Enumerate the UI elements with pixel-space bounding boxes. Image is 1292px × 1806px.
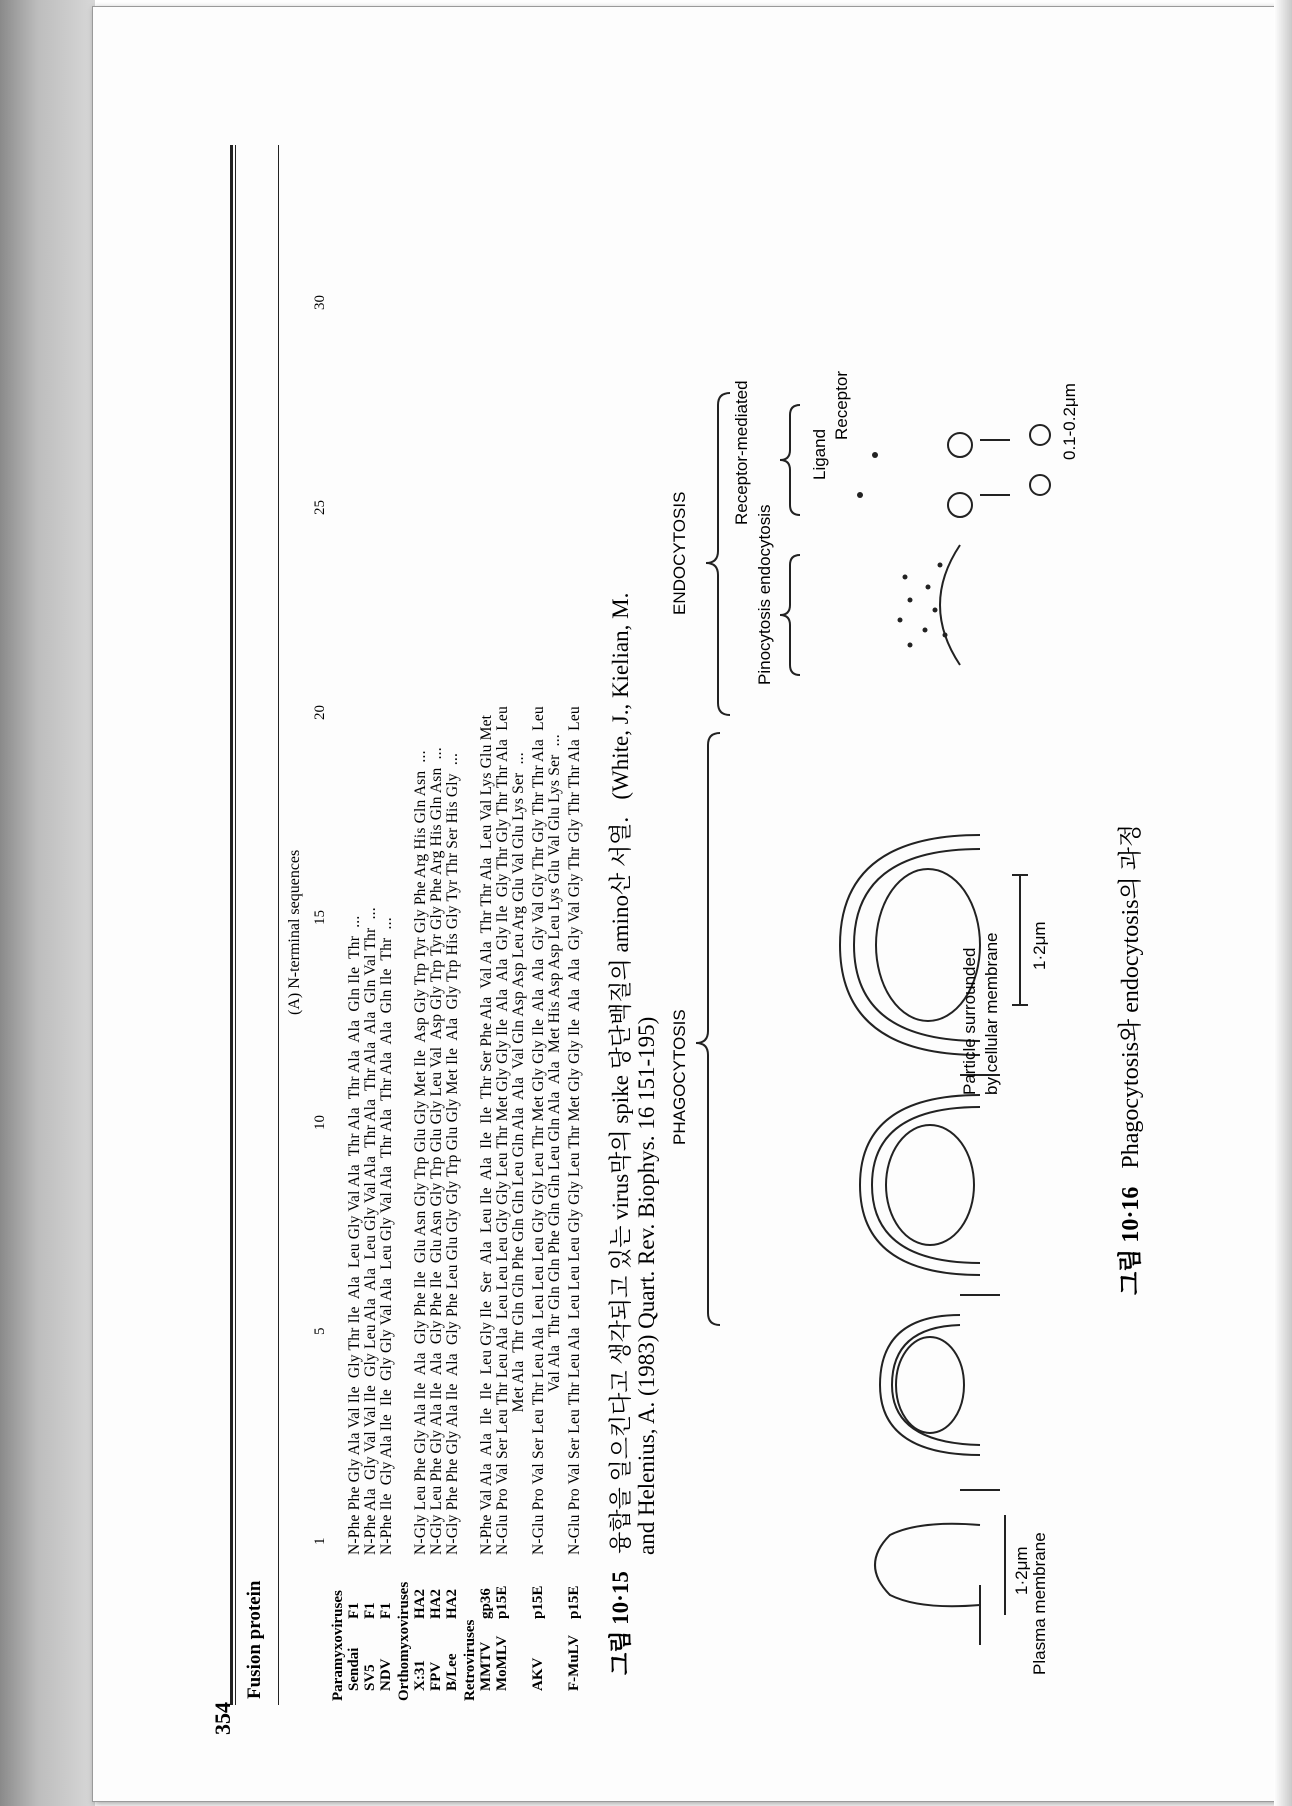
caption-text: 융합을 일으킨다고 생각되고 있는 virus막의 spike 당단백질의 amino산 서열. bbox=[608, 816, 633, 1554]
receptor-label: Receptor bbox=[832, 371, 851, 440]
virus-name: B/Lee bbox=[444, 1653, 460, 1691]
endocytosis-label: ENDOCYTOSIS bbox=[670, 491, 689, 615]
diagram-svg bbox=[660, 105, 1100, 1705]
group-label: Paramyxoviruses bbox=[330, 1590, 346, 1701]
book-spine bbox=[0, 0, 95, 1806]
pinocytosis-membrane bbox=[940, 545, 960, 665]
sequence-row: N-Phe Val Ala Ala Ile Ile Leu Gly Ile Ser Ala Leu Ile Ala Ile Ile Thr Ser Phe Ala Val Ala Thr Thr Ala Leu Val Lys Glu Met bbox=[478, 714, 495, 1555]
virus-name: X:31 bbox=[412, 1660, 428, 1691]
size-label-left: 1·2μm bbox=[1012, 1546, 1031, 1595]
virus-name: SV5 bbox=[362, 1664, 378, 1691]
invagination-1-inner bbox=[892, 1325, 980, 1445]
rotated-page-content bbox=[210, 105, 1190, 1735]
sequence-row: N-Gly Phe Phe Gly Ala Ile Ala Gly Phe Leu Glu Gly Gly Trp Glu Gly Met Ile Ala Gly Trp His Gly Tyr Thr Ser His Gly ... bbox=[444, 752, 461, 1555]
caption-label: 그림 10·16 bbox=[1118, 1186, 1144, 1295]
page-edge bbox=[1274, 0, 1292, 1806]
invagination-2 bbox=[860, 1095, 980, 1275]
protein-name: p15E bbox=[530, 1585, 546, 1619]
virus-name: AKV bbox=[530, 1657, 546, 1691]
sequence-row: Val Ala Thr Gln Gln Phe Gln Gln Leu Gln Ala Ala Met His Asp Asp Leu Lys Glu Val Glu Lys Ser ... bbox=[546, 734, 563, 1555]
group-label: Orthomyxoviruses bbox=[396, 1581, 412, 1701]
plasma-membrane-label: Plasma membrane bbox=[1030, 1532, 1049, 1675]
column-number: 20 bbox=[312, 705, 328, 720]
protein-name: HA2 bbox=[412, 1589, 428, 1619]
figure-caption-1016 bbox=[1110, 824, 1145, 1295]
table-header-rule bbox=[278, 145, 279, 1705]
protein-name: HA2 bbox=[444, 1589, 460, 1619]
column-number: 30 bbox=[312, 295, 328, 310]
column-number: 15 bbox=[312, 910, 328, 925]
virus-name: NDV bbox=[378, 1658, 394, 1691]
table-subtitle: (A) N-terminal sequences bbox=[286, 849, 303, 1015]
sequence-row: N-Phe Ala Gly Val Val Ile Gly Leu Ala Ala Leu Gly Val Ala Thr Ala Thr Ala Ala Gln Val Thr ... bbox=[362, 907, 379, 1555]
virus-name: Sendai bbox=[346, 1647, 362, 1691]
sequence-row: Met Ala Thr Gln Gln Phe Gln Gln Leu Gln Ala Ala Val Gln Asp Asp Leu Arg Glu Val Glu Lys Ser ... bbox=[510, 752, 527, 1555]
sequence-row: N-Glu Pro Val Ser Leu Thr Leu Ala Leu Leu Leu Gly Gly Leu Thr Met Gly Gly Ile Ala Ala Gly Val Gly Thr Gly Thr Thr Ala Leu bbox=[566, 706, 583, 1555]
size-label-small: 0.1-0.2μm bbox=[1060, 383, 1079, 460]
caption-label: 그림 10·15 bbox=[608, 1571, 633, 1675]
protein-name: HA2 bbox=[428, 1589, 444, 1619]
caption-text: Phagocytosis와 endocytosis의 과정 bbox=[1118, 823, 1144, 1169]
table-title: Fusion protein bbox=[244, 1580, 265, 1699]
particle-label-1: Particle surrounded bbox=[960, 947, 979, 1095]
virus-name: F-MuLV bbox=[566, 1634, 582, 1691]
caption-citation: (White, J., Kielian, M. bbox=[608, 592, 633, 800]
phagocytosis-bracket bbox=[696, 733, 720, 1325]
sequence-row: N-Gly Leu Phe Gly Ala Ile Ala Gly Phe Ile Glu Asn Gly Trp Glu Gly Met Ile Asp Gly Trp Tyr Gly Phe Arg His Gln Asn ... bbox=[412, 750, 429, 1555]
phagocytosis-endocytosis-diagram bbox=[660, 105, 1100, 1705]
virus-name: FPV bbox=[428, 1661, 444, 1691]
pinocytosis-bracket bbox=[780, 555, 800, 675]
page-number: 354 bbox=[210, 1702, 235, 1735]
sequence-row: N-Phe Phe Gly Ala Val Ile Gly Thr Ile Ala Leu Gly Val Ala Thr Ala Thr Ala Ala Gln Ile Thr ... bbox=[346, 915, 363, 1555]
particle-outline bbox=[875, 1524, 980, 1607]
endocytosis-bracket bbox=[706, 393, 730, 715]
engulfed-particle-2 bbox=[886, 1125, 974, 1245]
sequence-row: N-Glu Pro Val Ser Leu Thr Leu Ala Leu Leu Leu Gly Gly Leu Thr Met Gly Gly Ile Ala Ala Gly Ile Gly Thr Gly Thr Thr Ala Leu bbox=[494, 706, 511, 1555]
figure-caption-1015 bbox=[602, 593, 635, 1675]
coated-vesicle bbox=[1030, 425, 1050, 445]
invagination-2-inner bbox=[872, 1107, 980, 1263]
ligand-label: Ligand bbox=[810, 428, 829, 480]
column-number: 25 bbox=[312, 500, 328, 515]
particle-label-2: by cellular membrane bbox=[982, 932, 1001, 1095]
group-label: Retroviruses bbox=[462, 1619, 478, 1701]
receptor-mediated-label: Receptor-mediated bbox=[732, 380, 751, 525]
vacuole-outer bbox=[840, 835, 980, 1055]
protein-name: p15E bbox=[566, 1585, 582, 1619]
vesicle bbox=[948, 493, 972, 517]
protein-name: F1 bbox=[378, 1602, 394, 1619]
sequence-row: N-Glu Pro Val Ser Leu Thr Leu Ala Leu Leu Leu Gly Gly Leu Thr Met Gly Gly Ile Ala Ala Gly Val Gly Thr Gly Thr Thr Ala Leu bbox=[530, 706, 547, 1555]
vesicle bbox=[948, 433, 972, 457]
sequence-row: N-Phe Ile Gly Ala Ile Ile Gly Gly Val Ala Leu Gly Val Ala Thr Ala Thr Ala Ala Gln Ile Thr ... bbox=[378, 917, 395, 1555]
receptor-bracket bbox=[780, 405, 800, 515]
virus-name: MMTV bbox=[478, 1641, 494, 1691]
caption-citation-line2: and Helenius, A. (1983) Quart. Rev. Biophys. 16 151-195) bbox=[634, 1016, 659, 1555]
coated-vesicle bbox=[1030, 475, 1050, 495]
column-number: 1 bbox=[312, 1537, 328, 1545]
virus-name: MoMLV bbox=[494, 1635, 510, 1691]
protein-name: F1 bbox=[346, 1602, 362, 1619]
protein-name: F1 bbox=[362, 1602, 378, 1619]
size-label-mid: 1·2μm bbox=[1030, 921, 1049, 970]
table-top-rule-thin bbox=[235, 145, 236, 1705]
protein-name: gp36 bbox=[478, 1588, 494, 1619]
pinocytosis-label: Pinocytosis endocytosis bbox=[755, 504, 774, 685]
column-number: 10 bbox=[312, 1115, 328, 1130]
phagocytosis-label: PHAGOCYTOSIS bbox=[670, 1009, 689, 1145]
protein-name: p15E bbox=[494, 1585, 510, 1619]
table-top-rule bbox=[230, 145, 233, 1705]
sequence-row: N-Gly Leu Phe Gly Ala Ile Ala Gly Phe Ile Glu Asn Gly Trp Glu Gly Leu Val Asp Gly Trp Tyr Gly Phe Arg His Gln Asn ... bbox=[428, 747, 445, 1555]
engulfed-particle-1 bbox=[896, 1337, 964, 1433]
column-number: 5 bbox=[312, 1327, 328, 1335]
